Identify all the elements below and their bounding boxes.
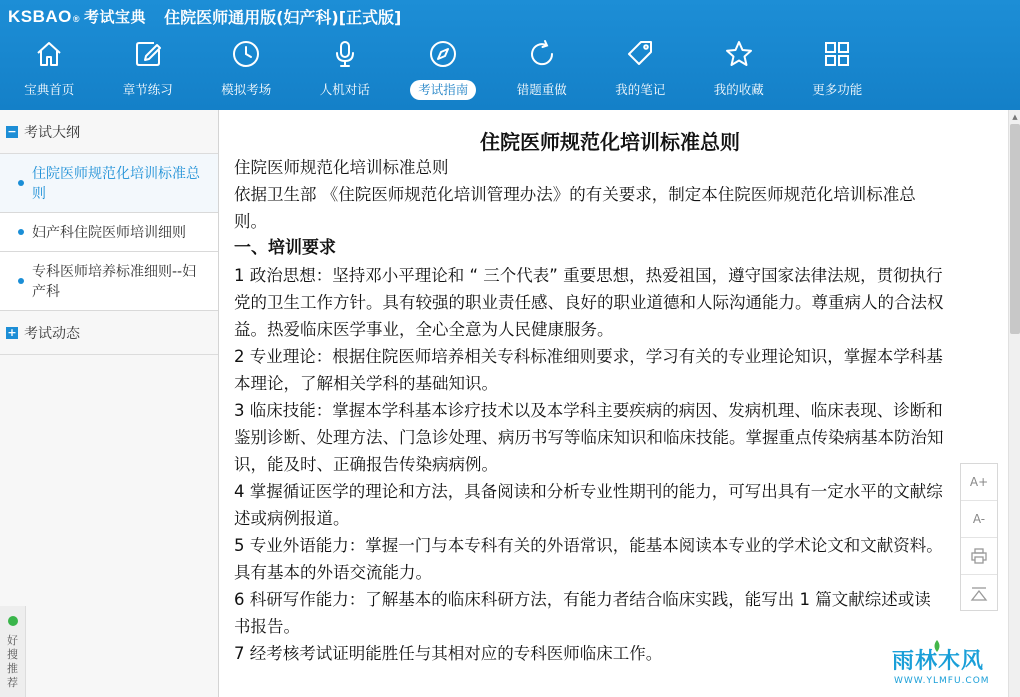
doc-intro: 依据卫生部 《住院医师规范化培训管理办法》的有关要求，制定本住院医师规范化培训标准总则。: [234, 185, 916, 231]
doc-paragraph: 7 经考核考试证明能胜任与其相对应的专科医师临床工作。: [234, 644, 663, 663]
nav-label: 宝典首页: [24, 82, 75, 97]
nav-item-dialogue[interactable]: [296, 32, 395, 110]
watermark: [880, 640, 1008, 696]
clock-icon: [230, 38, 262, 70]
doc-paragraph: 6 科研写作能力：了解基本的临床科研方法，有能力者结合临床实践，能写出 1 篇文献综述或读书报告。: [234, 590, 931, 636]
sidebar-section-syllabus[interactable]: [0, 110, 218, 154]
watermark-url: WWW.YLMFU.COM: [894, 676, 990, 686]
edit-icon: [132, 38, 164, 70]
sidebar-item-general-rules[interactable]: [0, 154, 218, 213]
section-heading: 一、培训要求: [234, 238, 336, 258]
nav-label: 我的收藏: [713, 82, 764, 97]
logo-registered-mark: ®: [72, 13, 81, 24]
nav-item-my-notes[interactable]: [591, 32, 690, 110]
status-dot-icon: [8, 616, 18, 626]
logo-text: KSBAO: [8, 6, 72, 26]
nav-label: 考试指南: [410, 80, 476, 100]
section-label: 考试大纲: [24, 124, 80, 141]
nav-label: 错题重做: [516, 82, 567, 97]
sidebar: [0, 110, 219, 697]
scroll-up-arrow-icon[interactable]: ▲: [1012, 113, 1018, 121]
tag-icon: [624, 38, 656, 70]
nav-label: 模拟考场: [221, 82, 272, 97]
bullet-icon: [18, 278, 24, 284]
doc-paragraph: 5 专业外语能力：掌握一门与本专科有关的外语常识，能基本阅读本专业的学术论文和文献资料。具有基本的外语交流能力。: [234, 536, 943, 582]
nav-item-favorites[interactable]: [690, 32, 789, 110]
sidebar-item-label: 妇产科住院医师培训细则: [32, 225, 186, 241]
scroll-thumb[interactable]: [1010, 124, 1020, 334]
sidebar-item-specialist-rules[interactable]: [0, 252, 218, 311]
nav-label: 更多功能: [812, 82, 863, 97]
font-increase-button[interactable]: A+: [961, 464, 997, 501]
section-label: 考试动态: [24, 325, 80, 342]
document-body: [234, 154, 946, 667]
doc-subtitle: 住院医师规范化培训标准总则: [234, 158, 449, 177]
reader-toolbar: [960, 463, 998, 611]
bullet-icon: [18, 229, 24, 235]
doc-paragraph: 3 临床技能：掌握本学科基本诊疗技术以及本学科主要疾病的病因、发病机理、临床表现、诊断和鉴别诊断、处理方法、门急诊处理、病历书写等临床知识和临床技能。掌握重点传染病基本防治知识，能及时、正确报告传染病病例。: [234, 401, 944, 474]
app-header: [0, 0, 1020, 110]
star-icon: [723, 38, 755, 70]
home-icon: [33, 38, 65, 70]
doc-paragraph: 2 专业理论：根据住院医师培养相关专科标准细则要求，学习有关的专业理论知识，掌握本学科基本理论，了解相关学科的基础知识。: [234, 347, 943, 393]
recommend-tab[interactable]: [0, 606, 26, 697]
nav-item-chapter-practice[interactable]: [99, 32, 198, 110]
collapse-icon[interactable]: −: [7, 124, 17, 138]
title-bar: [0, 0, 1020, 32]
watermark-text: 雨林木风: [892, 649, 985, 674]
sidebar-item-obgyn-rules[interactable]: [0, 213, 218, 252]
sidebar-item-label: 专科医师培养标准细则--妇产科: [32, 264, 197, 300]
main-nav: [0, 32, 1020, 110]
back-to-top-button[interactable]: [961, 575, 997, 612]
printer-icon: [970, 547, 988, 565]
font-decrease-button[interactable]: A-: [961, 501, 997, 538]
recommend-label: 好搜推荐: [7, 634, 18, 689]
content-scrollbar[interactable]: [1008, 110, 1020, 697]
compass-icon: [427, 38, 459, 70]
sidebar-section-exam-news[interactable]: [0, 311, 218, 355]
page-title: 住院医师规范化培训标准总则: [480, 130, 740, 154]
nav-item-home[interactable]: [0, 32, 99, 110]
nav-item-mock-exam[interactable]: [197, 32, 296, 110]
doc-paragraph: 1 政治思想：坚持邓小平理论和 “ 三个代表” 重要思想，热爱祖国，遵守国家法律法规，贯彻执行党的卫生工作方针。具有较强的职业责任感、良好的职业道德和人际沟通能力。尊重病人的合法权益。热爱临床医学事业，全心全意为人民健康服务。: [234, 266, 944, 339]
nav-label: 章节练习: [122, 82, 173, 97]
app-title: 住院医师通用版(妇产科)[正式版]: [164, 7, 402, 27]
logo-chinese-text: 考试宝典: [84, 8, 147, 26]
nav-item-more[interactable]: [788, 32, 887, 110]
document-content: [220, 110, 1008, 697]
refresh-icon: [526, 38, 558, 70]
nav-label: 我的笔记: [615, 82, 666, 97]
brand-logo: [8, 6, 146, 27]
microphone-icon: [329, 38, 361, 70]
expand-icon[interactable]: +: [7, 325, 17, 339]
print-button[interactable]: [961, 538, 997, 575]
doc-paragraph: 4 掌握循证医学的理论和方法，具备阅读和分析专业性期刊的能力，可写出具有一定水平的文献综述或病例报道。: [234, 482, 943, 528]
nav-item-redo-errors[interactable]: [493, 32, 592, 110]
grid-icon: [821, 38, 853, 70]
back-to-top-icon: [970, 585, 988, 603]
nav-label: 人机对话: [319, 82, 370, 97]
nav-item-exam-guide[interactable]: [394, 32, 493, 110]
sidebar-item-label: 住院医师规范化培训标准总则: [32, 166, 200, 202]
bullet-icon: [18, 180, 24, 186]
